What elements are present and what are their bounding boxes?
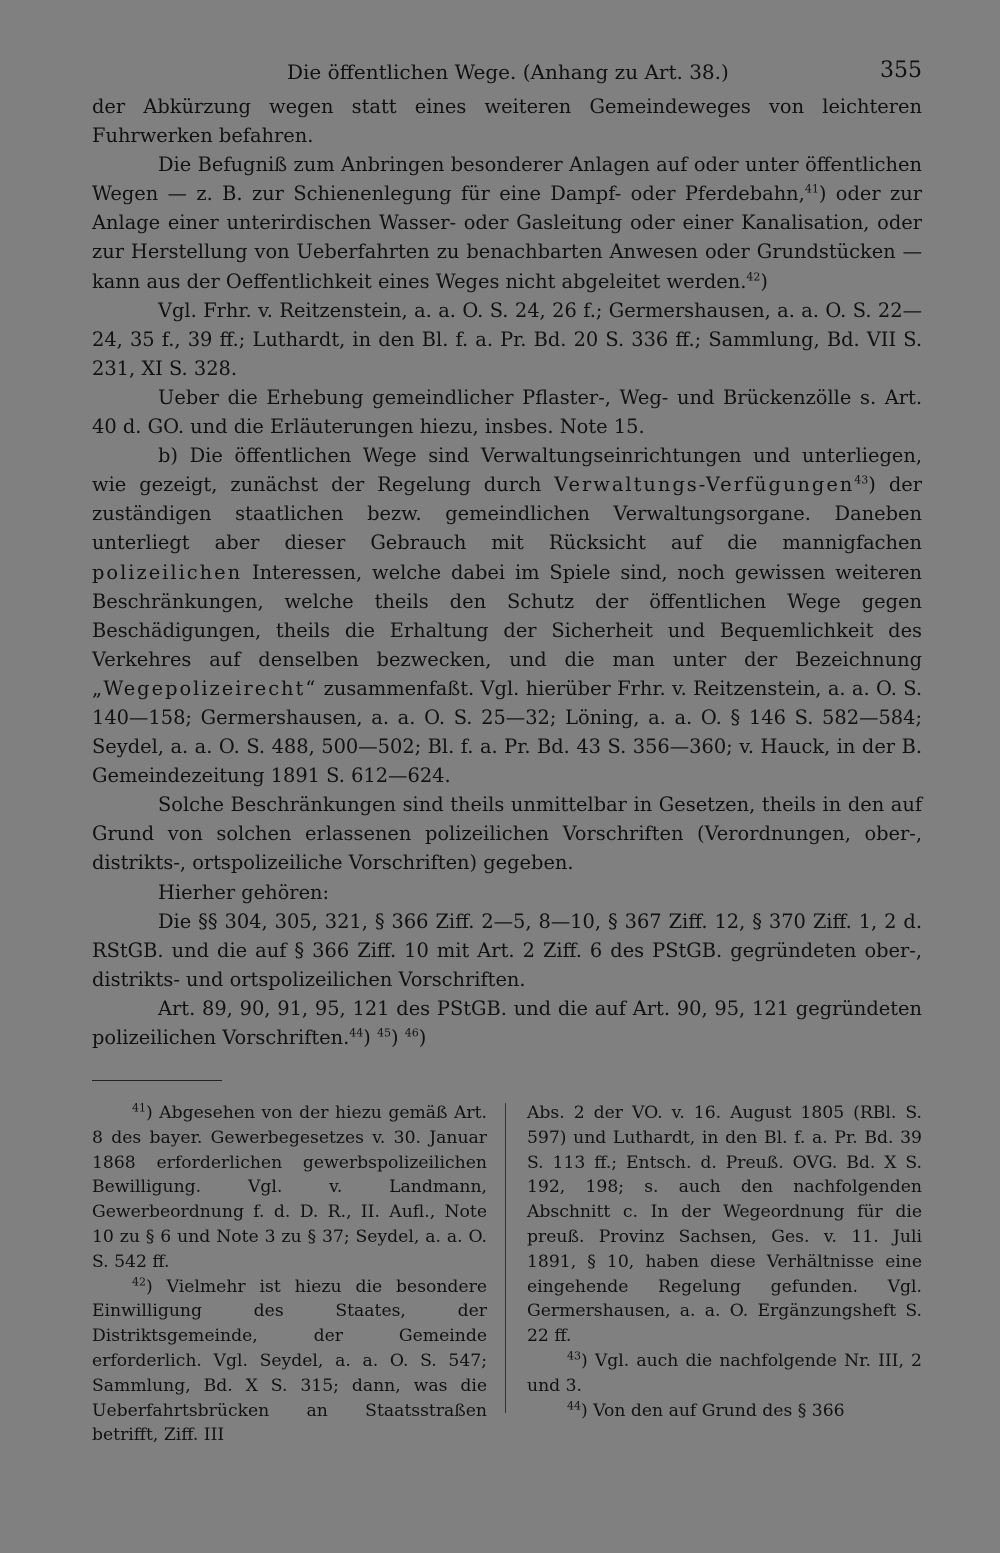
footnote-ref: 46 [404, 1026, 419, 1040]
paragraph-text: ) der zuständigen staatlichen bezw. gemeindlichen Verwaltungsorgane. Daneben unterliegt aber dieser Gebrauch mit Rücksicht auf die mannigfachen [92, 473, 922, 555]
footnote-text: ) Vgl. auch die nachfolgende Nr. III, 2 und 3. [527, 1351, 922, 1396]
paragraph-text: Interessen, welche dabei im Spiele sind, noch gewissen weiteren Beschränkungen, welche theils den Schutz der öffentlichen Wege gegen Beschädigungen, theils die Erhaltung der Sicherheit und Bequemlichkeit des Verkehres auf denselben bezwecken, und die man unter der Bezeichnung [92, 560, 922, 671]
footnote-42 [92, 1275, 487, 1449]
paragraph [92, 994, 922, 1052]
paragraph [92, 383, 922, 441]
footnote-41 [92, 1101, 487, 1275]
paragraph-text: Die Befugniß zum Anbringen besonderer Anlagen auf oder unter öffentlichen Wegen — z. B. zur Schienenlegung für eine Dampf- oder Pferdebahn, [92, 153, 922, 206]
footnote-ref: 43 [854, 473, 869, 487]
paragraph [92, 441, 922, 790]
paragraph-text: Art. 89, 90, 91, 95, 121 des PStGB. und die auf Art. 90, 95, 121 gegründeten polizeilichen Vorschriften. [92, 996, 922, 1049]
paragraph [92, 790, 922, 877]
footnote-number: 44 [567, 1398, 581, 1412]
paragraph-text: Vgl. Frhr. v. Reitzenstein, a. a. O. S. 24, 26 f.; Germershausen, a. a. O. S. 22—24, 35 f., 39 ff.; Luthardt, in den Bl. f. a. Pr. Bd. 20 S. 336 ff.; Sammlung, Bd. VII S. 231, XI S. 328. [92, 298, 922, 380]
footnote-ref: 41 [804, 182, 819, 196]
footnote-43 [527, 1349, 922, 1399]
footnotes [92, 1101, 922, 1448]
body-text [92, 92, 922, 1052]
footnote-42-continued [527, 1101, 922, 1349]
footnote-column-left [92, 1101, 487, 1448]
paragraph-text: Ueber die Erhebung gemeindlicher Pflaster-, Weg- und Brückenzölle s. Art. 40 d. GO. und die Erläuterungen hiezu, insbes. Note 15. [92, 385, 922, 439]
paragraph-text: der Abkürzung wegen statt eines weiteren Gemeindeweges von leichteren Fuhrwerken befahren. [92, 95, 922, 148]
footnote-text: ) Vielmehr ist hiezu die besondere Einwilligung des Staates, der Distriktsgemeinde, der Gemeinde erforderlich. Vgl. Seydel, a. a. O. S. 547; Sammlung, Bd. X S. 315; dann, was die Ueberfahrtsbrücken an Staatsstraßen betrifft, Ziff. III [92, 1276, 487, 1446]
emphasis-text: Verwaltungs-Verfügungen [554, 473, 855, 497]
paren: ) [418, 1026, 427, 1049]
emphasis-text: „Wegepolizeirecht“ [92, 676, 318, 700]
paragraph-text: ) oder zur Anlage einer unterirdischen Wasser- oder Gasleitung oder einer Kanalisation, oder zur Herstellung von Ueberfahrten zu benachbarten Anwesen oder Grundstücken — kann aus der Oeffentlichkeit eines Weges nicht abgeleitet werden. [92, 182, 922, 293]
paragraph-text: zusammenfaßt. Vgl. hierüber Frhr. v. Reitzenstein, a. a. O. S. 140—158; Germershausen, a. a. O. S. 25—32; Löning, a. a. O. § 146 S. 582—584; Seydel, a. a. O. S. 488, 500—502; Bl. f. a. Pr. Bd. 43 S. 356—360; v. Hauck, in der B. Gemeindezeitung 1891 S. 612—624. [92, 676, 922, 788]
footnote-ref: 42 [746, 270, 761, 284]
paragraph [92, 878, 922, 907]
page-header [92, 56, 922, 92]
column-divider [505, 1103, 506, 1413]
footnote-text: ) Von den auf Grund des § 366 [581, 1400, 845, 1421]
footnote-column-right [527, 1101, 922, 1448]
page [92, 56, 922, 1448]
paragraph-text: b) Die öffentlichen Wege sind Verwaltungseinrichtungen und unterliegen, wie gezeigt, zunächst der Regelung durch [92, 444, 922, 497]
footnote-number: 42 [132, 1274, 146, 1288]
footnote-ref: 45 [377, 1026, 392, 1040]
paragraph-text: Die §§ 304, 305, 321, § 366 Ziff. 2—5, 8—10, § 367 Ziff. 12, § 370 Ziff. 1, 2 d. RStGB. und die auf § 366 Ziff. 10 mit Art. 2 Ziff. 6 des PStGB. gegründeten ober-, distrikts- und ortspolizeilichen Vorschriften. [92, 909, 922, 991]
footnote-rule [92, 1080, 222, 1081]
footnote-44 [527, 1399, 922, 1424]
paren: ) [391, 1026, 399, 1049]
paragraph [92, 92, 922, 150]
footnote-ref: 44 [349, 1026, 364, 1040]
paren: ) [363, 1026, 371, 1049]
footnote-number: 41 [132, 1101, 146, 1115]
paragraph [92, 150, 922, 295]
paragraph-text: ) [760, 269, 768, 293]
running-title: Die öffentlichen Wege. (Anhang zu Art. 38.) [287, 60, 729, 84]
emphasis-text: polizeilichen [92, 560, 243, 584]
paragraph-text: Solche Beschränkungen sind theils unmittelbar in Gesetzen, theils in den auf Grund von solchen erlassenen polizeilichen Vorschriften (Verordnungen, ober-, distrikts-, ortspolizeiliche Vorschriften) gegeben. [92, 793, 922, 875]
footnote-text: Abs. 2 der VO. v. 16. August 1805 (RBl. S. 597) und Luthardt, in den Bl. f. a. Pr. Bd. 39 S. 113 ff.; Entsch. d. Preuß. OVG. Bd. X S. 192, 198; s. auch den nachfolgenden Abschnitt c. In der Wegeordnung für die preuß. Provinz Sachsen, Ges. v. 11. Juli 1891, § 10, haben diese Verhältnisse eine eingehende Regelung gefunden. Vgl. Germershausen, a. a. O. Ergänzungsheft S. 22 ff. [527, 1103, 922, 1347]
footnote-text: ) Abgesehen von der hiezu gemäß Art. 8 des bayer. Gewerbegesetzes v. 30. Januar 1868 erforderlichen gewerbspolizeilichen Bewilligung. Vgl. v. Landmann, Gewerbeordnung f. d. D. R., II. Aufl., Note 10 zu § 6 und Note 3 zu § 37; Seydel, a. a. O. S. 542 ff. [92, 1103, 487, 1272]
paragraph [92, 296, 922, 383]
paragraph-text: Hierher gehören: [158, 880, 330, 904]
paragraph [92, 907, 922, 994]
page-number: 355 [880, 58, 922, 83]
footnote-number: 43 [567, 1349, 581, 1363]
